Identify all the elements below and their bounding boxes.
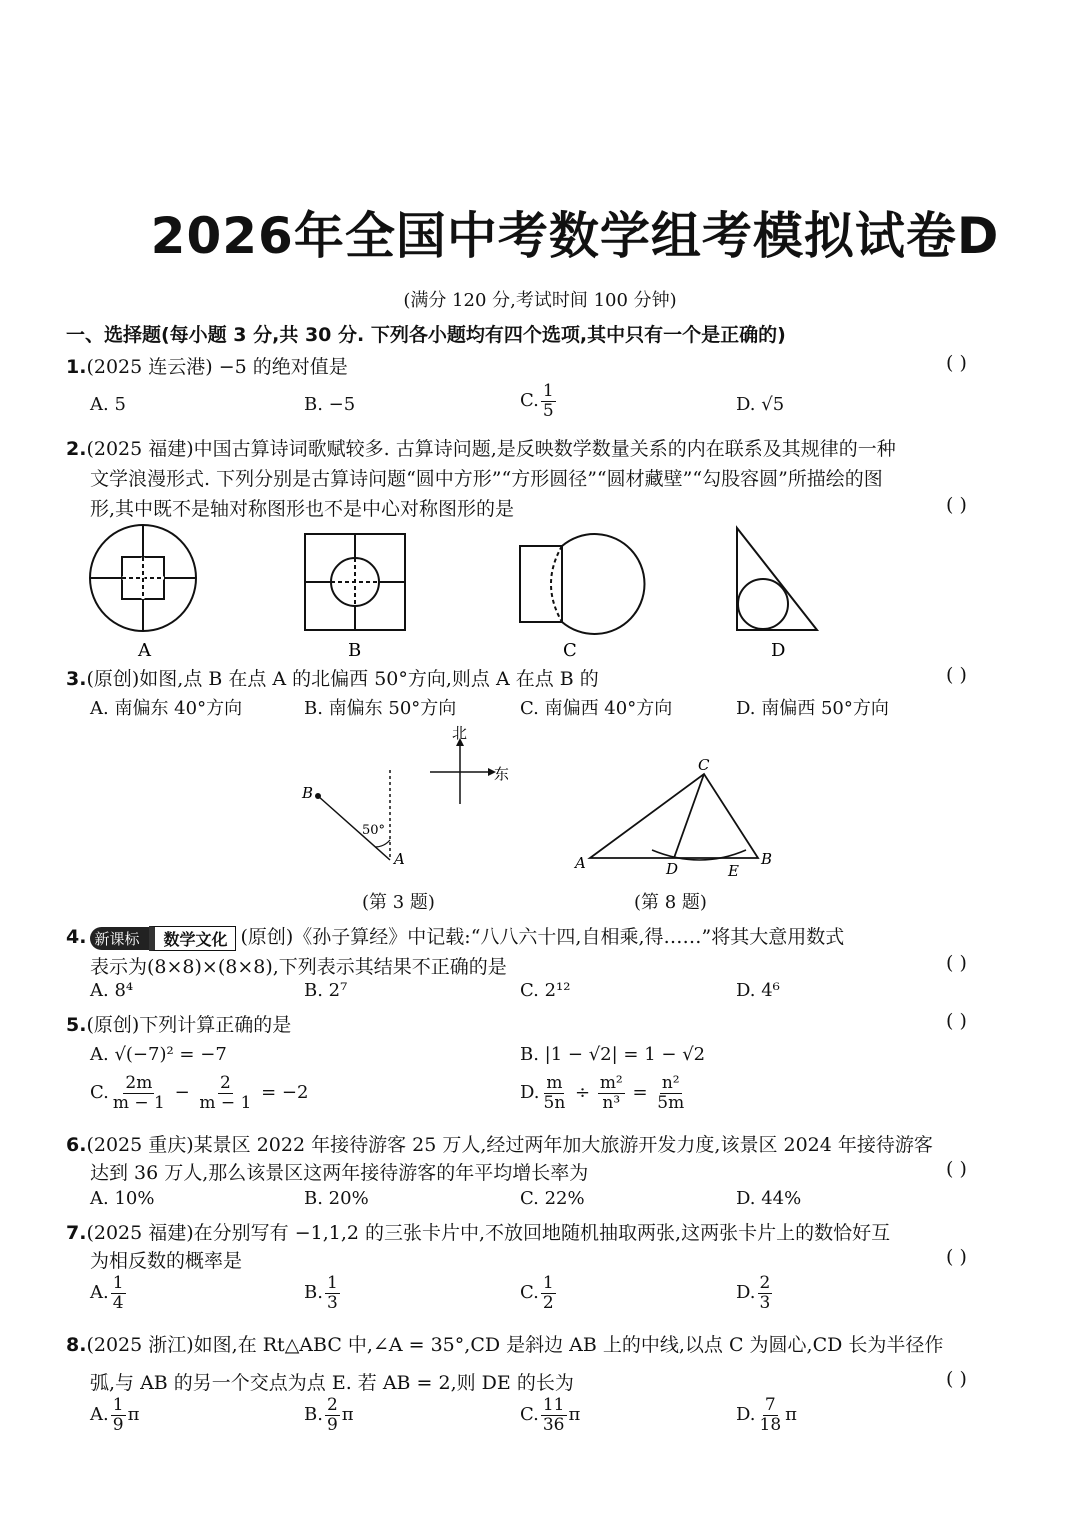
q4-option-a: A. 8⁴ xyxy=(90,980,134,1001)
q4-option-c: C. 2¹² xyxy=(520,980,571,1001)
q3-option-d: D. 南偏西 50°方向 xyxy=(736,698,889,719)
figure-d-label: D xyxy=(771,640,786,661)
q4-option-d: D. 4⁶ xyxy=(736,980,780,1001)
new-curriculum-badge: 新课标 xyxy=(90,927,149,950)
figure-q3 xyxy=(290,722,520,882)
question-7: 7.(2025 福建)在分别写有 −1,1,2 的三张卡片中,不放回地随机抽取两张,这两张卡片上的数恰好互 xyxy=(66,1222,891,1244)
q5-option-b: B. |1 − √2| = 1 − √2 xyxy=(520,1044,706,1065)
figure-a-label: A xyxy=(138,640,151,661)
q1-option-b: B. −5 xyxy=(304,394,356,415)
section-heading: 一、选择题(每小题 3 分,共 30 分. 下列各小题均有四个选项,其中只有一个是正确的) xyxy=(66,324,786,346)
figure-3-caption: (第 3 题) xyxy=(362,892,435,913)
point-a8-label: A xyxy=(575,854,586,872)
exam-info: (满分 120 分,考试时间 100 分钟) xyxy=(403,290,677,311)
answer-blank-2[interactable]: ( ) xyxy=(946,494,967,516)
answer-blank-4[interactable]: ( ) xyxy=(946,952,967,974)
point-b8-label: B xyxy=(761,850,773,868)
answer-blank-6[interactable]: ( ) xyxy=(946,1158,967,1180)
answer-blank-1[interactable]: ( ) xyxy=(946,352,967,374)
question-2-line3: 形,其中既不是轴对称图形也不是中心对称图形的是 xyxy=(90,498,515,520)
point-d-label: D xyxy=(666,860,679,878)
figure-q8 xyxy=(570,758,780,882)
figure-c xyxy=(520,534,644,634)
q1-option-c: C. $\frac{1}{5}$ xyxy=(520,381,554,421)
question-6-line2: 达到 36 万人,那么该景区这两年接待游客的年平均增长率为 xyxy=(90,1162,589,1184)
q2-figures xyxy=(80,522,840,662)
question-5: 5.(原创)下列计算正确的是 xyxy=(66,1014,292,1036)
q8-option-d: D. $\frac{7}{18}$ π xyxy=(736,1395,797,1435)
question-1: 1.(2025 连云港) −5 的绝对值是 xyxy=(66,356,348,378)
q6-option-a: A. 10% xyxy=(90,1188,155,1209)
figure-8-caption: (第 8 题) xyxy=(634,892,707,913)
question-6: 6.(2025 重庆)某景区 2022 年接待游客 25 万人,经过两年加大旅游开发力度,该景区 2024 年接待游客 xyxy=(66,1134,933,1156)
q8-option-c: C. $\frac{11}{36}$ π xyxy=(520,1395,581,1435)
q1-option-a: A. 5 xyxy=(90,394,126,415)
figure-b xyxy=(305,534,405,630)
question-8: 8.(2025 浙江)如图,在 Rt△ABC 中,∠A = 35°,CD 是斜边 AB 上的中线,以点 C 为圆心,CD 长为半径作 xyxy=(66,1334,944,1356)
figure-b-label: B xyxy=(348,640,362,661)
figure-a xyxy=(90,525,196,631)
q3-option-b: B. 南偏东 50°方向 xyxy=(304,698,457,719)
point-a-label: A xyxy=(394,850,405,868)
q4-option-b: B. 2⁷ xyxy=(304,980,348,1001)
q7-option-d: D. $\frac{2}{3}$ xyxy=(736,1273,771,1313)
q6-option-b: B. 20% xyxy=(304,1188,369,1209)
math-culture-badge: 数学文化 xyxy=(149,926,236,951)
question-2-line2: 文学浪漫形式. 下列分别是古算诗问题“圆中方形”“方形圆径”“圆材藏壁”“勾股容圆”所描绘的图 xyxy=(90,468,883,490)
q6-option-d: D. 44% xyxy=(736,1188,802,1209)
answer-blank-8[interactable]: ( ) xyxy=(946,1368,967,1390)
point-b-label: B xyxy=(302,784,314,802)
q7-option-a: A. $\frac{1}{4}$ xyxy=(90,1273,124,1313)
question-8-line2: 弧,与 AB 的另一个交点为点 E. 若 AB = 2,则 DE 的长为 xyxy=(90,1372,574,1394)
page-title: 2026年全国中考数学组考模拟试卷D xyxy=(150,207,1000,265)
q3-option-c: C. 南偏西 40°方向 xyxy=(520,698,673,719)
question-2: 2.(2025 福建)中国古算诗词歌赋较多. 古算诗问题,是反映数学数量关系的内在联系及其规律的一种 xyxy=(66,438,896,460)
question-7-line2: 为相反数的概率是 xyxy=(90,1250,243,1272)
figure-c-label: C xyxy=(563,640,577,661)
q5-option-a: A. √(−7)² = −7 xyxy=(90,1044,227,1065)
q3-option-a: A. 南偏东 40°方向 xyxy=(90,698,243,719)
q5-option-c: C. $\frac{2m}{m - 1}$ − $\frac{2}{m - 1}$ = −2 xyxy=(90,1073,309,1113)
north-label: 北 xyxy=(452,724,468,742)
question-3: 3.(原创)如图,点 B 在点 A 的北偏西 50°方向,则点 A 在点 B 的 xyxy=(66,668,599,690)
figure-d xyxy=(737,528,817,630)
q8-option-b: B. $\frac{2}{9}$ π xyxy=(304,1395,354,1435)
answer-blank-7[interactable]: ( ) xyxy=(946,1246,967,1268)
q7-option-b: B. $\frac{1}{3}$ xyxy=(304,1273,338,1313)
q8-option-a: A. $\frac{1}{9}$ π xyxy=(90,1395,140,1435)
q5-option-d: D. $\frac{m}{5n}$ ÷ $\frac{\text{m²}}{\text{n³}}$ = $\frac{\text{n²}}{5m}$ xyxy=(520,1073,685,1113)
east-label: 东 xyxy=(494,765,510,783)
answer-blank-5[interactable]: ( ) xyxy=(946,1010,967,1032)
point-e-label: E xyxy=(728,862,739,880)
question-4: 4. 新课标 数学文化 (原创)《孙子算经》中记载:“八八六十四,自相乘,得……”将其大意用数式 xyxy=(66,926,845,949)
q7-option-c: C. $\frac{1}{2}$ xyxy=(520,1273,554,1313)
q1-option-d: D. √5 xyxy=(736,394,785,415)
question-4-line2: 表示为(8×8)×(8×8),下列表示其结果不正确的是 xyxy=(90,956,507,978)
q6-option-c: C. 22% xyxy=(520,1188,585,1209)
point-c-label: C xyxy=(698,758,710,774)
answer-blank-3[interactable]: ( ) xyxy=(946,664,967,686)
angle-label: 50° xyxy=(362,823,386,838)
